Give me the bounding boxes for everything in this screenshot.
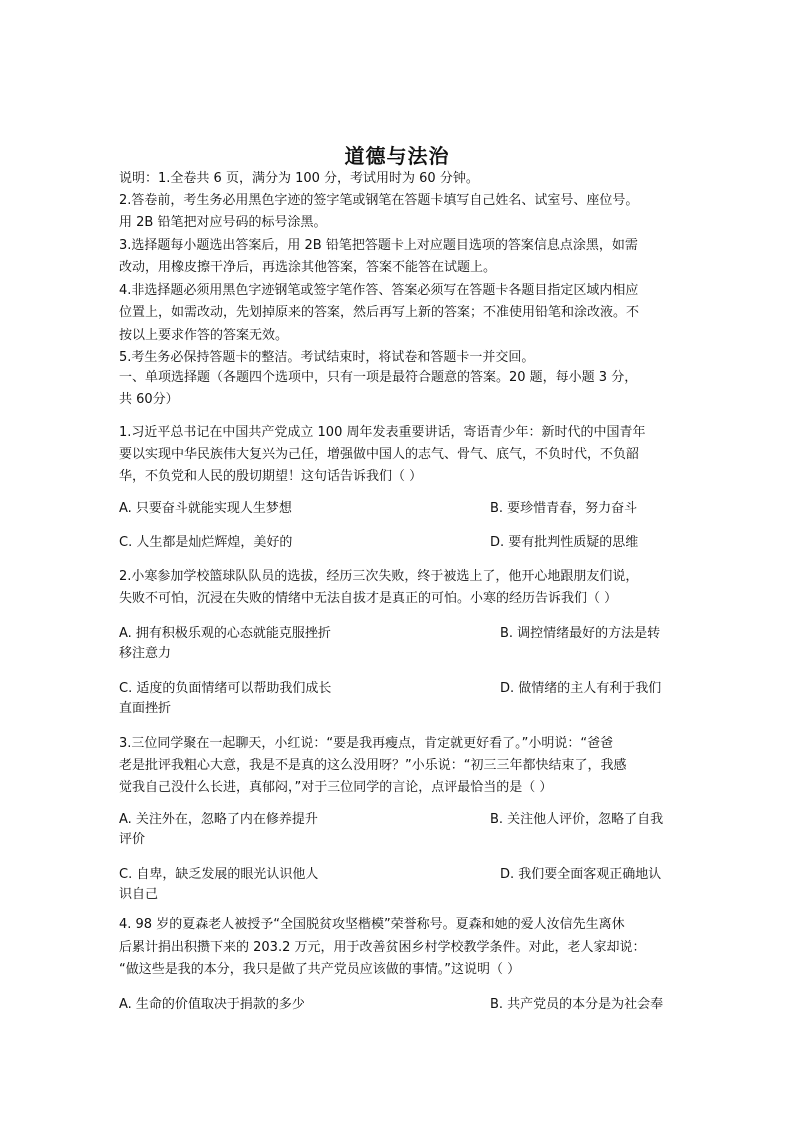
instruction-line: 改动，用橡皮擦干净后，再选涂其他答案，答案不能答在试题上。: [119, 260, 497, 275]
question-stem: 华，不负党和人民的殷切期望！这句话告诉我们（ ）: [119, 469, 423, 484]
option-a: A. 只要奋斗就能实现人生梦想: [119, 501, 292, 516]
option-a: A. 生命的价值取决于捐款的多少: [119, 997, 305, 1012]
option-b-continued: 评价: [119, 832, 146, 847]
question-stem: 老是批评我粗心大意，我是不是真的这么没用呀？”小乐说：“初三三年都快结束了，我感: [119, 758, 627, 773]
section-heading: 一、单项选择题（各题四个选项中，只有一项是最符合题意的答案。20 题，每小题 3 分，: [119, 370, 638, 385]
instruction-line: 3.选择题每小题选出答案后，用 2B 铅笔把答题卡上对应题目选项的答案信息点涂黑，如需: [119, 238, 638, 253]
instruction-line: 说明：1.全卷共 6 页，满分为 100 分，考试用时为 60 分钟。: [119, 171, 479, 186]
question-stem: 觉我自己没什么长进，真郁闷，”对于三位同学的言论，点评最恰当的是（ ）: [119, 780, 553, 795]
option-a: A. 关注外在，忽略了内在修养提升: [119, 812, 318, 827]
option-b-continued: 移注意力: [119, 646, 172, 661]
option-b: B. 调控情绪最好的方法是转: [500, 626, 661, 641]
option-a: A. 拥有积极乐观的心态就能克服挫折: [119, 626, 331, 641]
question-stem: 后累计捐出积攒下来的 203.2 万元，用于改善贫困乡村学校教学条件。对此，老人家却说：: [119, 940, 646, 955]
question-stem: “做这些是我的本分，我只是做了共产党员应该做的事情。”这说明（ ）: [119, 962, 521, 977]
option-d-continued: 直面挫折: [119, 701, 172, 716]
instruction-line: 4.非选择题必须用黑色字迹钢笔或签字笔作答、答案必须写在答题卡各题目指定区域内相应: [119, 283, 639, 298]
question-stem: 4. 98 岁的夏森老人被授予“全国脱贫攻坚楷模”荣誉称号。夏森和她的爱人汝信先生离休: [119, 917, 625, 932]
page-title: 道德与法治: [344, 144, 450, 168]
option-b: B. 要珍惜青春，努力奋斗: [490, 501, 638, 516]
question-stem: 要以实现中华民族伟大复兴为己任，增强做中国人的志气、骨气、底气，不负时代，不负韶: [119, 447, 640, 462]
instruction-line: 位置上，如需改动，先划掉原来的答案，然后再写上新的答案；不准使用铅笔和涂改液。不: [119, 305, 640, 320]
option-c: C. 适度的负面情绪可以帮助我们成长: [119, 681, 332, 696]
option-d: D. 我们要全面客观正确地认: [500, 867, 662, 882]
option-d: D. 要有批判性质疑的思维: [490, 535, 639, 550]
question-stem: 2.小寒参加学校篮球队队员的选拔，经历三次失败，终于被选上了，他开心地跟朋友们说，: [119, 569, 639, 584]
instruction-line: 按以上要求作答的答案无效。: [119, 328, 289, 343]
instruction-line: 2.答卷前，考生务必用黑色字迹的签字笔或钢笔在答题卡填写自己姓名、试室号、座位号。: [119, 193, 639, 208]
option-c: C. 人生都是灿烂辉煌，美好的: [119, 535, 293, 550]
instruction-line: 用 2B 铅笔把对应号码的标号涂黑。: [119, 215, 327, 230]
option-c: C. 自卑，缺乏发展的眼光认识他人: [119, 867, 319, 882]
section-heading: 共 60分）: [119, 392, 179, 407]
question-stem: 失败不可怕，沉浸在失败的情绪中无法自拔才是真正的可怕。小寒的经历告诉我们（ ）: [119, 591, 618, 606]
option-d: D. 做情绪的主人有利于我们: [500, 681, 662, 696]
question-stem: 1.习近平总书记在中国共产党成立 100 周年发表重要讲话，寄语青少年：新时代的中国青年: [119, 425, 646, 440]
instruction-line: 5.考生务必保持答题卡的整洁。考试结束时，将试卷和答题卡一并交回。: [119, 350, 535, 365]
option-b: B. 共产党员的本分是为社会奉: [490, 997, 664, 1012]
option-b: B. 关注他人评价，忽略了自我: [490, 812, 664, 827]
option-c-continued: 识自己: [119, 887, 159, 902]
question-stem: 3.三位同学聚在一起聊天，小红说：“要是我再瘦点，肯定就更好看了。”小明说：“爸爸: [119, 736, 614, 751]
